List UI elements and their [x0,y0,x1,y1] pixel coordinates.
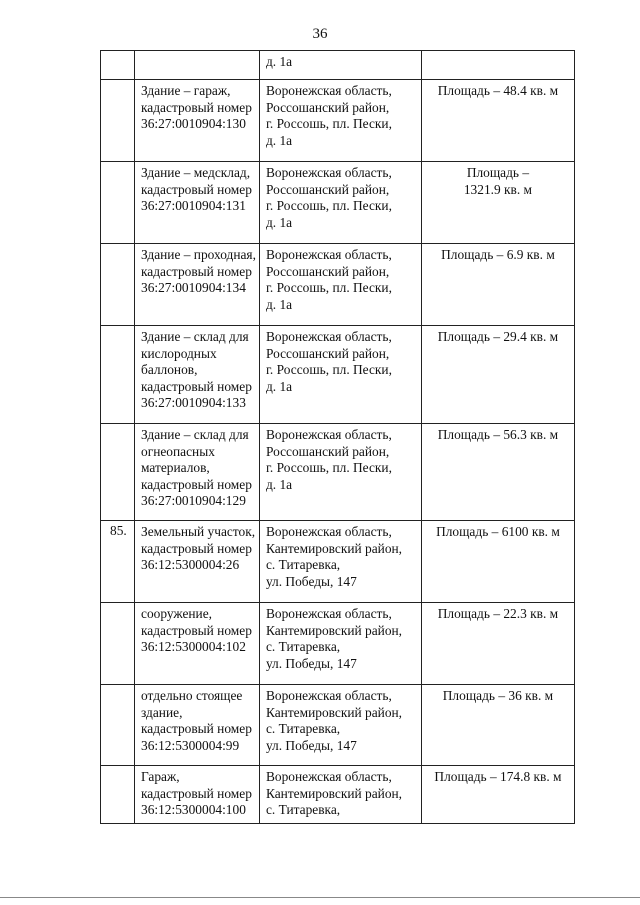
object-description-line: Земельный участок, [141,524,256,539]
row-number-cell [101,326,135,424]
address-line: д. 1а [265,214,293,230]
table-row [101,244,575,326]
object-description-line: кадастровый номер [141,181,252,197]
address-cell [259,80,421,162]
table-row [101,685,575,766]
property-table-body [101,51,575,824]
table-row [101,80,575,162]
bottom-scan-rule [0,897,640,898]
object-description-cell [135,51,260,80]
row-number-cell [101,685,135,766]
address-line: Россошанский район, [265,181,390,197]
object-description-line: 36:12:5300004:99 [141,737,240,753]
object-description-line: кадастровый номер [141,540,252,556]
object-description-line: кадастровый номер [141,622,252,638]
address-line: д. 1а [265,132,293,148]
address-line: Воронежская область, [265,247,392,262]
object-description-cell [135,685,260,766]
area-cell [421,766,574,824]
object-description-line: огнеопасных [141,443,215,459]
object-description-line: 36:27:0010904:131 [141,198,246,213]
address-line: Воронежская область, [265,688,392,703]
object-description-line: кадастровый номер [141,785,252,801]
object-description-line: Здание – проходная, [141,247,256,262]
object-description-cell [135,80,260,162]
area-line: 1321.9 кв. м [463,181,533,197]
address-line: ул. Победы, 147 [265,573,357,589]
row-number: 85. [110,523,127,538]
object-description-cell [135,766,260,824]
row-number-cell [101,244,135,326]
object-description-line: материалов, [141,460,210,475]
address-cell [259,244,421,326]
object-description-line: кадастровый номер [141,476,252,492]
object-description-line: 36:27:0010904:134 [141,280,246,295]
table-row [101,51,575,80]
row-number-cell [101,162,135,244]
address-line: г. Россошь, пл. Пески, [265,198,392,213]
object-description-cell [135,244,260,326]
address-line: г. Россошь, пл. Пески, [265,280,392,295]
address-line: Кантемировский район, [265,622,403,638]
address-line: ул. Победы, 147 [265,737,357,753]
address-cell [259,424,421,521]
address-line: с. Титаревка, [265,721,341,736]
object-description-cell [135,326,260,424]
address-line: Воронежская область, [265,329,392,344]
address-line: Воронежская область, [265,606,392,621]
table-row [101,766,575,824]
object-description-line: кадастровый номер [141,99,252,115]
object-description-cell [135,603,260,685]
table-row [101,521,575,603]
row-number-cell [101,80,135,162]
object-description-line: 36:12:5300004:26 [141,557,240,572]
object-description-cell [135,162,260,244]
property-table [100,50,575,824]
object-description-line: сооружение, [141,606,213,621]
table-row [101,603,575,685]
area-line: Площадь – [466,165,530,180]
object-description-line: здание, [141,704,183,720]
address-line: д. 1а [265,476,293,492]
address-line: Воронежская область, [265,165,392,180]
address-line: Россошанский район, [265,345,390,361]
address-line: с. Титаревка, [265,557,341,572]
area-line: Площадь – 6.9 кв. м [441,247,555,262]
area-cell [421,80,574,162]
address-line: Россошанский район, [265,99,390,115]
object-description-line: Гараж, [141,769,180,784]
area-line: Площадь – 56.3 кв. м [437,427,559,442]
object-description-line: 36:12:5300004:100 [141,802,246,817]
address-cell [259,685,421,766]
address-line: д. 1а [265,296,293,312]
row-number-cell [101,521,135,603]
address-line: Россошанский район, [265,263,390,279]
address-line: г. Россошь, пл. Пески, [265,362,392,377]
address-line: Кантемировский район, [265,540,403,556]
object-description-line: Здание – медсклад, [141,165,251,180]
area-line: Площадь – 174.8 кв. м [434,769,562,784]
object-description-line: Здание – склад для [141,329,249,344]
address-line: г. Россошь, пл. Пески, [265,460,392,475]
address-line: г. Россошь, пл. Пески, [265,116,392,131]
object-description-cell [135,521,260,603]
area-cell [421,521,574,603]
address-line: д. 1а [265,378,293,394]
address-cell [259,766,421,824]
address-cell [259,521,421,603]
table-row [101,162,575,244]
address-line: Воронежская область, [265,83,392,98]
object-description-line: отдельно стоящее [141,688,243,703]
address-line: д. 1а [265,54,293,69]
area-cell [421,685,574,766]
area-cell [421,326,574,424]
address-line: Воронежская область, [265,524,392,539]
address-line: Россошанский район, [265,443,390,459]
object-description-line: Здание – гараж, [141,83,231,98]
area-cell [421,51,574,80]
area-cell [421,244,574,326]
address-line: Кантемировский район, [265,704,403,720]
page-number: 36 [312,26,328,42]
table-row [101,424,575,521]
object-description-line: кислородных [141,345,217,361]
address-cell [259,326,421,424]
area-cell [421,424,574,521]
object-description-cell [135,424,260,521]
area-line: Площадь – 29.4 кв. м [437,329,559,344]
object-description-line: кадастровый номер [141,721,252,736]
object-description-line: баллонов, [141,362,198,377]
address-line: ул. Победы, 147 [265,655,357,671]
row-number-cell [101,424,135,521]
address-line: с. Титаревка, [265,802,341,817]
area-line: Площадь – 36 кв. м [442,688,554,703]
row-number-cell [101,51,135,80]
address-line: Воронежская область, [265,427,392,442]
row-number-cell [101,603,135,685]
object-description-line: 36:27:0010904:133 [141,395,246,410]
object-description-line: кадастровый номер [141,263,252,279]
object-description-line: 36:27:0010904:130 [141,116,246,131]
address-cell [259,51,421,80]
area-cell [421,162,574,244]
area-line: Площадь – 48.4 кв. м [437,83,559,98]
object-description-line: 36:27:0010904:129 [141,493,246,508]
table-row [101,326,575,424]
address-line: Воронежская область, [265,769,392,784]
address-cell [259,603,421,685]
object-description-line: Здание – склад для [141,427,249,442]
address-cell [259,162,421,244]
row-number-cell [101,766,135,824]
address-line: Кантемировский район, [265,785,403,801]
area-cell [421,603,574,685]
area-line: Площадь – 6100 кв. м [436,524,560,539]
object-description-line: кадастровый номер [141,378,252,394]
object-description-line: 36:12:5300004:102 [141,639,246,654]
address-line: с. Титаревка, [265,639,341,654]
area-line: Площадь – 22.3 кв. м [437,606,559,621]
